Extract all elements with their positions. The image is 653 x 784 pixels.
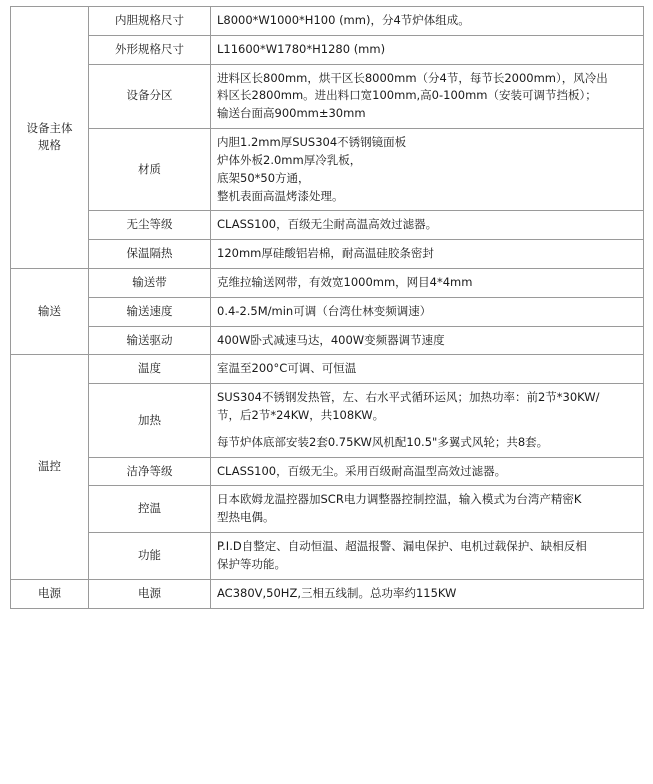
spec-value-line: 炉体外板2.0mm厚冷乳板，	[217, 152, 362, 167]
spec-value-line: CLASS100，百级无尘。采用百级耐高温型高效过滤器。	[217, 463, 507, 478]
spec-group-label-line: 电源	[38, 585, 61, 600]
spec-item-label: 洁净等级	[89, 457, 211, 486]
spec-value-line: 120mm厚硅酸铝岩棉，耐高温硅胶条密封	[217, 246, 434, 261]
table-row	[11, 297, 644, 326]
spec-value	[211, 7, 644, 36]
spec-item-label: 设备分区	[89, 64, 211, 128]
spec-value	[211, 64, 644, 128]
spec-value-paragraph	[217, 434, 637, 452]
spec-group-label-line: 规格	[38, 138, 61, 153]
spec-item-label: 电源	[89, 579, 211, 608]
spec-item-label: 控温	[89, 486, 211, 533]
equipment-spec-table	[10, 6, 644, 609]
table-row	[11, 533, 644, 580]
spec-value	[211, 384, 644, 457]
spec-value-line: 每节炉体底部安装2套0.75KW风机配10.5"多翼式风轮；共8套。	[217, 434, 549, 449]
spec-value	[211, 211, 644, 240]
spec-value-line: 节，后2节*24KW，共108KW。	[217, 408, 385, 422]
spec-value	[211, 297, 644, 326]
spec-item-label: 外形规格尺寸	[89, 35, 211, 64]
spec-value	[211, 457, 644, 486]
table-row	[11, 64, 644, 128]
spec-item-label: 输送驱动	[89, 326, 211, 355]
spec-value-line: CLASS100，百级无尘耐高温高效过滤器。	[217, 217, 438, 232]
spec-value-line: 0.4-2.5M/min可调（台湾仕林变频调速）	[217, 303, 432, 318]
spec-item-label: 无尘等级	[89, 211, 211, 240]
spec-value-line: AC380V,50HZ,三相五线制。总功率约115KW	[217, 585, 457, 600]
table-row	[11, 326, 644, 355]
spec-value	[211, 486, 644, 533]
spec-value-line: 底架50*50方通，	[217, 170, 310, 185]
spec-table-body	[11, 7, 644, 609]
spec-item-label: 输送带	[89, 268, 211, 297]
table-row	[11, 579, 644, 608]
spec-value-line: 进料区长800mm，烘干区长8000mm（分4节，每节长2000mm），风冷出	[217, 70, 608, 85]
table-row	[11, 486, 644, 533]
spec-value-line: 型热电偶。	[217, 510, 275, 525]
table-row	[11, 240, 644, 269]
table-row	[11, 35, 644, 64]
table-row	[11, 457, 644, 486]
spec-value-line: 内胆1.2mm厚SUS304不锈钢镜面板	[217, 135, 407, 150]
spec-value-line: L11600*W1780*H1280 (mm)	[217, 41, 386, 56]
spec-value-line: 日本欧姆龙温控器加SCR电力调整器控制控温，输入模式为台湾产精密K	[217, 492, 582, 507]
spec-value	[211, 579, 644, 608]
spec-value-line: L8000*W1000*H100 (mm)，分4节炉体组成。	[217, 13, 470, 27]
spec-value	[211, 355, 644, 384]
spec-value	[211, 35, 644, 64]
spec-value-line: 室温至200°C可调、可恒温	[217, 361, 357, 376]
spec-value-line: SUS304不锈钢发热管，左、右水平式循环运风；加热功率：前2节*30KW/	[217, 390, 600, 405]
table-row	[11, 211, 644, 240]
spec-value	[211, 268, 644, 297]
spec-item-label: 温度	[89, 355, 211, 384]
spec-value-line: 料区长2800mm。进出料口宽100mm,高0-100mm（安装可调节挡板）；	[217, 88, 597, 103]
spec-value-line: 保护等功能。	[217, 556, 286, 571]
spec-value-line: 整机表面高温烤漆处理。	[217, 188, 344, 203]
spec-item-label: 内胆规格尺寸	[89, 7, 211, 36]
spec-value	[211, 533, 644, 580]
table-row	[11, 355, 644, 384]
spec-item-label: 功能	[89, 533, 211, 580]
spec-value	[211, 129, 644, 211]
spec-group-label	[11, 579, 89, 608]
table-row	[11, 268, 644, 297]
spec-group-label-line: 设备主体	[26, 120, 73, 135]
spec-group-label-line: 输送	[38, 303, 61, 318]
spec-item-label: 材质	[89, 129, 211, 211]
spec-value-line: P.I.D自整定、自动恒温、超温报警、漏电保护、电机过载保护、缺相反相	[217, 539, 587, 554]
table-row	[11, 384, 644, 457]
spec-item-label: 加热	[89, 384, 211, 457]
spec-value-line: 克维拉输送网带，有效宽1000mm，网目4*4mm	[217, 274, 473, 289]
spec-value	[211, 240, 644, 269]
table-row	[11, 129, 644, 211]
spec-group-label	[11, 268, 89, 354]
spec-item-label: 保温隔热	[89, 240, 211, 269]
spec-value-line: 400W卧式减速马达，400W变频器调节速度	[217, 332, 445, 347]
spec-value-paragraph	[217, 389, 637, 425]
spec-item-label: 输送速度	[89, 297, 211, 326]
spec-group-label-line: 温控	[38, 459, 61, 474]
spec-group-label	[11, 355, 89, 579]
table-row	[11, 7, 644, 36]
spec-group-label	[11, 7, 89, 269]
spec-value	[211, 326, 644, 355]
spec-value-line: 输送台面高900mm±30mm	[217, 106, 366, 121]
